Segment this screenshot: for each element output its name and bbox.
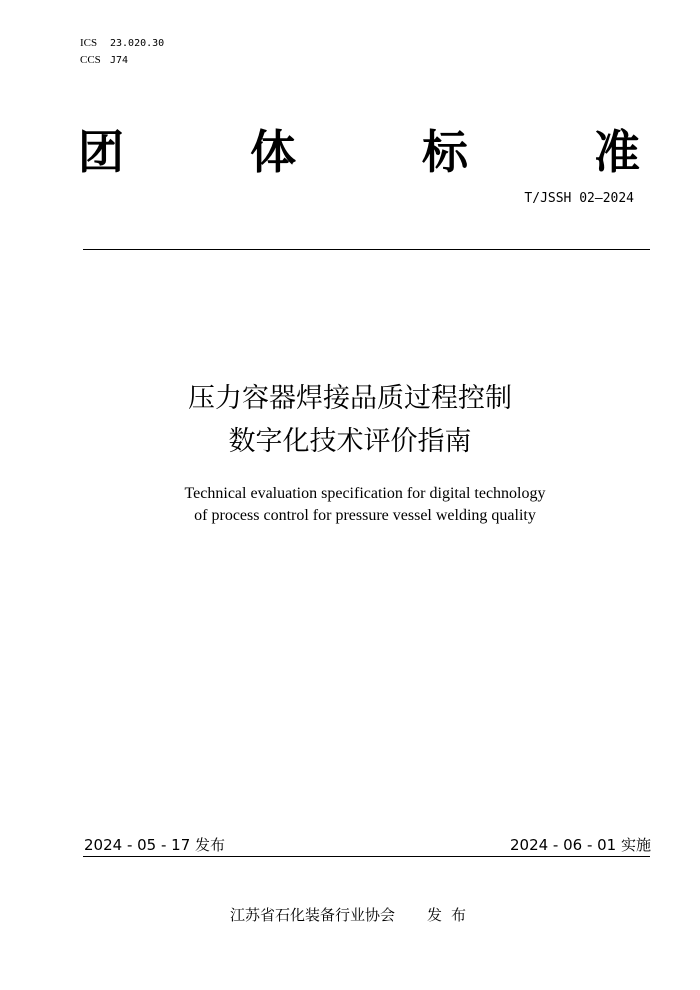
title-char-3: 标 bbox=[422, 125, 468, 179]
chinese-title-line-1: 压力容器焊接品质过程控制 bbox=[188, 383, 512, 414]
ccs-label: CCS bbox=[80, 54, 101, 66]
top-divider bbox=[83, 249, 650, 250]
chinese-title-line-2: 数字化技术评价指南 bbox=[228, 426, 472, 457]
english-title-line-1: Technical evaluation specification for digital technology bbox=[184, 485, 546, 502]
ics-row bbox=[80, 35, 164, 52]
ics-label: ICS bbox=[80, 37, 98, 49]
title-char-4: 准 bbox=[594, 125, 640, 179]
publish-date: 2024 - 05 - 17 发布 bbox=[84, 836, 226, 854]
title-char-1: 团 bbox=[78, 125, 124, 179]
english-title-line-2: of process control for pressure vessel welding quality bbox=[194, 507, 536, 524]
publisher-organization: 江苏省石化装备行业协会 bbox=[230, 906, 396, 924]
ccs-value: J74 bbox=[110, 55, 129, 66]
bottom-divider bbox=[83, 856, 650, 857]
classification-codes bbox=[80, 35, 164, 69]
effective-date: 2024 - 06 - 01 实施 bbox=[509, 836, 651, 854]
document-type-title bbox=[78, 122, 644, 182]
ics-value: 23.020.30 bbox=[110, 38, 165, 49]
publisher-action: 发布 bbox=[427, 906, 476, 924]
ccs-row bbox=[80, 52, 164, 69]
standard-number: T/JSSH 02—2024 bbox=[524, 191, 634, 206]
publisher-line bbox=[230, 904, 475, 925]
title-char-2: 体 bbox=[250, 125, 296, 179]
